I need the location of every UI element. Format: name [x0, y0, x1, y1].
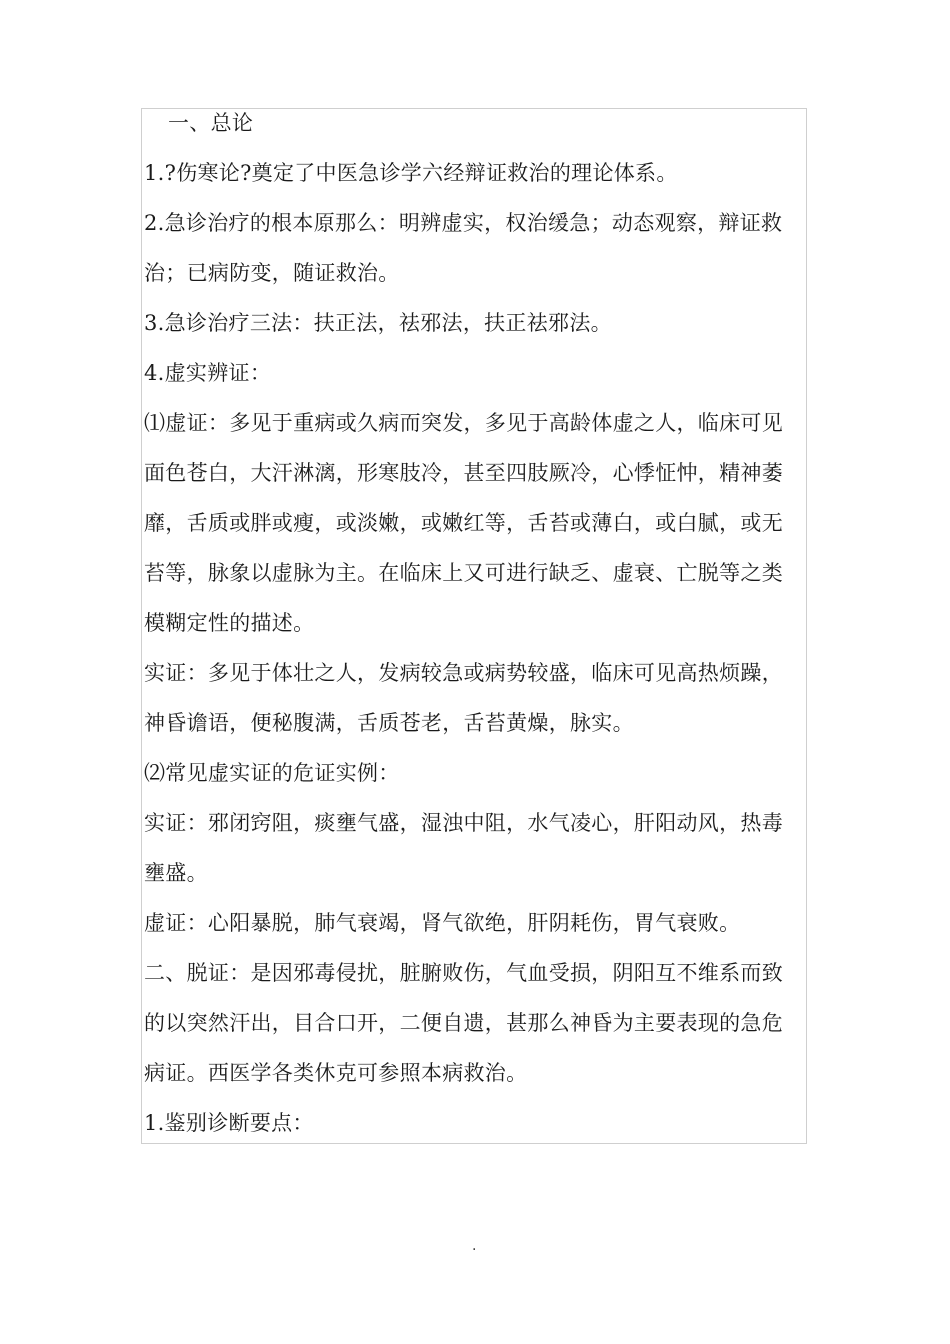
paragraph-line: 实证：多见于体壮之人，发病较急或病势较盛，临床可见高热烦躁，	[144, 661, 783, 685]
paragraph-line: 虚证：心阳暴脱，肺气衰竭，肾气欲绝，肝阴耗伤，胃气衰败。	[144, 911, 741, 935]
paragraph-line: ⑴虚证：多见于重病或久病而突发，多见于高龄体虚之人，临床可见	[144, 411, 783, 435]
paragraph-line: 1.鉴别诊断要点：	[144, 1111, 314, 1135]
paragraph-line: 病证。西医学各类休克可参照本病救治。	[144, 1061, 528, 1085]
paragraph-line: 壅盛。	[144, 861, 208, 885]
document-body	[144, 98, 820, 1148]
paragraph-line: 的以突然汗出，目合口开，二便自遗，甚那么神昏为主要表现的急危	[144, 1011, 783, 1035]
paragraph-line: 治；已病防变，随证救治。	[144, 261, 400, 285]
section-heading-general: 一、总论	[168, 111, 254, 135]
paragraph-line: 1.?伤寒论?奠定了中医急诊学六经辩证救治的理论体系。	[144, 161, 678, 185]
paragraph-line: 4.虚实辨证：	[144, 361, 272, 385]
paragraph-line: 模糊定性的描述。	[144, 611, 315, 635]
page-marker: .	[472, 1238, 477, 1254]
paragraph-line: ⑵常见虚实证的危证实例：	[144, 761, 400, 785]
paragraph-line: 苔等，脉象以虚脉为主。在临床上又可进行缺乏、虚衰、亡脱等之类	[144, 561, 783, 585]
paragraph-line: 2.急诊治疗的根本原那么：明辨虚实，权治缓急；动态观察，辩证救	[144, 211, 783, 235]
paragraph-line: 3.急诊治疗三法：扶正法，祛邪法，扶正祛邪法。	[144, 311, 612, 335]
paragraph-line: 面色苍白，大汗淋漓，形寒肢冷，甚至四肢厥冷，心悸怔忡，精神萎	[144, 461, 783, 485]
paragraph-line: 神昏谵语，便秘腹满，舌质苍老，舌苔黄燥，脉实。	[144, 711, 634, 735]
paragraph-line: 实证：邪闭窍阻，痰壅气盛，湿浊中阻，水气凌心，肝阳动风，热毒	[144, 811, 783, 835]
paragraph-line: 靡，舌质或胖或瘦，或淡嫩，或嫩红等，舌苔或薄白，或白腻，或无	[144, 511, 783, 535]
section-heading-collapse: 二、脱证：是因邪毒侵扰，脏腑败伤，气血受损，阴阳互不维系而致	[144, 961, 783, 985]
